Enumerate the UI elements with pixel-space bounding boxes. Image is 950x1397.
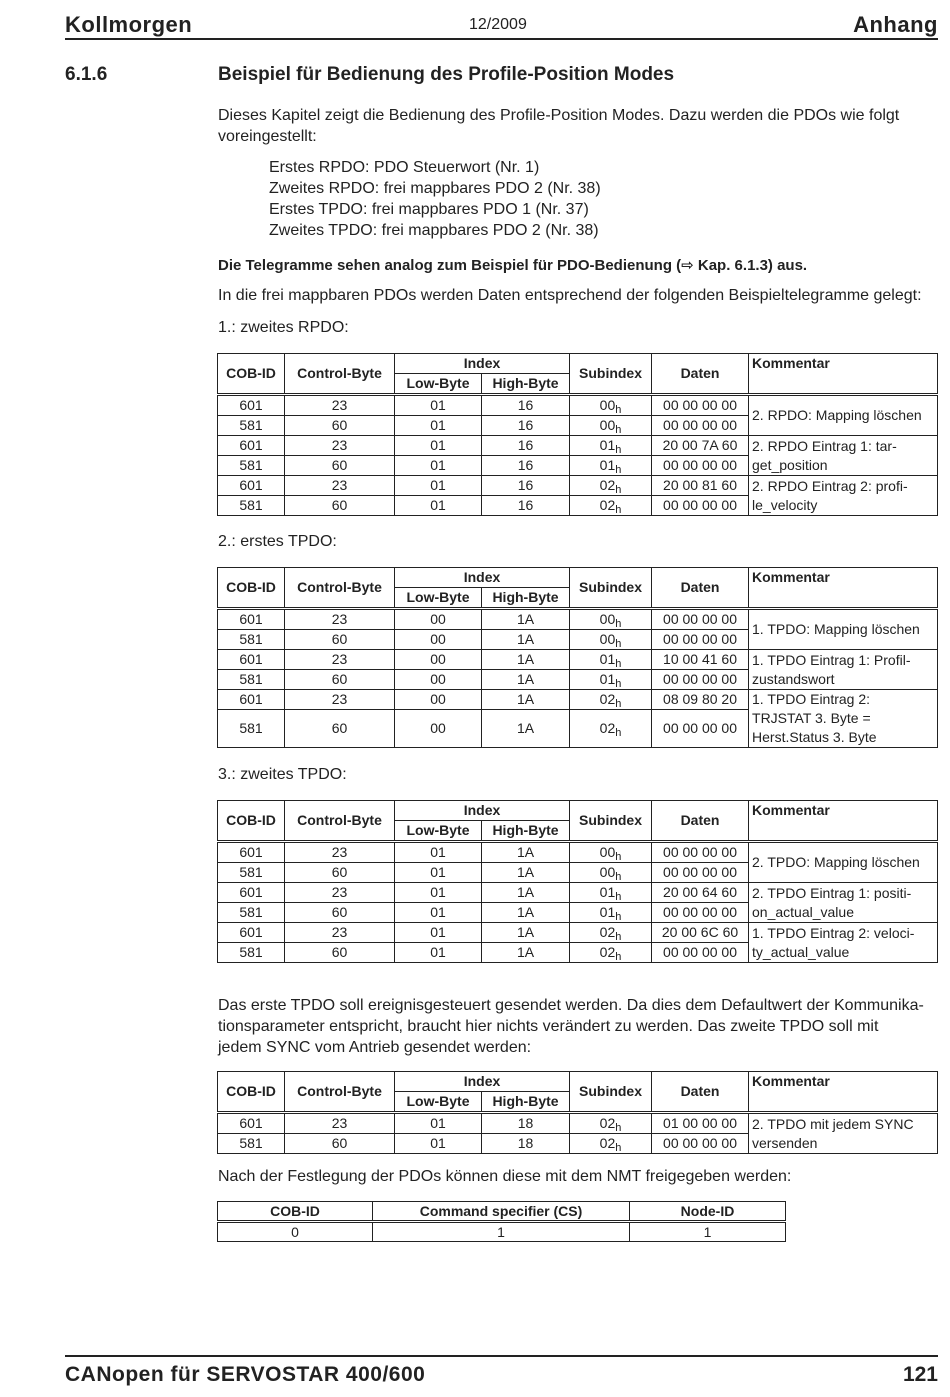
cell-high-byte: 1A [482, 710, 570, 748]
header-index: Index [395, 801, 570, 821]
hex-suffix: h [615, 424, 622, 436]
comment-line: 2. RPDO Eintrag 2: profi- [752, 477, 908, 494]
cell-control-byte: 60 [285, 670, 395, 690]
cell-cob-id: 601 [218, 436, 285, 456]
pdo-list-item: Zweites TPDO: frei mappbares PDO 2 (Nr. 38) [269, 222, 599, 239]
header-index: Index [395, 354, 570, 374]
table3-label: 3.: zweites TPDO: [218, 766, 347, 783]
cell-control-byte: 60 [285, 903, 395, 923]
header-date: 12/2009 [469, 16, 527, 33]
cell-low-byte: 00 [395, 650, 482, 670]
hex-suffix: h [615, 871, 622, 883]
header-control-byte: Control-Byte [285, 568, 395, 609]
nmt-data-row [218, 1222, 786, 1242]
cell-cob-id: 581 [218, 416, 285, 436]
para2-line-1: Das erste TPDO soll ereignisgesteuert gesendet werden. Da dies dem Defaultwert der Kommunika- [218, 997, 924, 1014]
cell-low-byte: 01 [395, 923, 482, 943]
subindex-value: 00 [599, 417, 616, 433]
header-low-byte: Low-Byte [395, 821, 482, 842]
header-row-1 [218, 568, 938, 588]
comment-line: 2. TPDO Eintrag 1: positi- [752, 884, 912, 901]
cell-subindex [570, 650, 652, 670]
header-kommentar: Kommentar [749, 1072, 938, 1113]
cell-low-byte: 00 [395, 690, 482, 710]
cell-control-byte: 60 [285, 416, 395, 436]
header-subindex: Subindex [570, 568, 652, 609]
subindex-value: 00 [599, 397, 616, 413]
bold-note: Die Telegramme sehen analog zum Beispiel für PDO-Bedienung (⇨ Kap. 6.1.3) aus. [218, 257, 808, 274]
cell-subindex [570, 690, 652, 710]
cell-kommentar [749, 690, 938, 748]
comment-line: 1. TPDO Eintrag 1: Profil- [752, 651, 911, 668]
telegram-table-tpdo1 [217, 567, 938, 748]
cell-cob-id: 601 [218, 609, 285, 630]
table2-label: 2.: erstes TPDO: [218, 533, 337, 550]
cell-subindex [570, 710, 652, 748]
cell-daten: 00 00 00 00 [652, 863, 749, 883]
cell-high-byte: 1A [482, 863, 570, 883]
header-row-1 [218, 801, 938, 821]
header-row-1 [218, 1072, 938, 1092]
cell-cob-id: 581 [218, 943, 285, 963]
cell-daten: 00 00 00 00 [652, 630, 749, 650]
subindex-value: 02 [599, 924, 616, 940]
subindex-value: 00 [599, 844, 616, 860]
cell-daten: 00 00 00 00 [652, 609, 749, 630]
cell-high-byte: 18 [482, 1134, 570, 1154]
subindex-value: 01 [599, 884, 616, 900]
cell-daten: 00 00 00 00 [652, 416, 749, 436]
cell-low-byte: 01 [395, 943, 482, 963]
cell-control-byte: 23 [285, 842, 395, 863]
cell-high-byte: 1A [482, 670, 570, 690]
header-brand: Kollmorgen [65, 12, 193, 37]
cell-low-byte: 00 [395, 670, 482, 690]
header-row-1 [218, 354, 938, 374]
page-header [65, 8, 938, 40]
pdo-list-item: Erstes TPDO: frei mappbares PDO 1 (Nr. 37) [269, 201, 589, 218]
cell-high-byte: 16 [482, 436, 570, 456]
cell-high-byte: 16 [482, 456, 570, 476]
cell-low-byte: 01 [395, 395, 482, 416]
cell-subindex [570, 943, 652, 963]
cell-cob-id: 601 [218, 842, 285, 863]
header-index: Index [395, 1072, 570, 1092]
cell-low-byte: 01 [395, 1134, 482, 1154]
cell-cob-id: 601 [218, 923, 285, 943]
cell-daten: 00 00 00 00 [652, 395, 749, 416]
cell-cob-id: 581 [218, 863, 285, 883]
cell-cob-id: 581 [218, 1134, 285, 1154]
subindex-value: 01 [599, 437, 616, 453]
table-row [218, 1113, 938, 1134]
hex-suffix: h [615, 678, 622, 690]
comment-line: 1. TPDO Eintrag 2: [752, 691, 871, 707]
telegram-table-sync [217, 1071, 938, 1154]
cell-daten: 00 00 00 00 [652, 943, 749, 963]
nmt-cell: 1 [373, 1222, 630, 1242]
header-low-byte: Low-Byte [395, 588, 482, 609]
intro-line-2: voreingestellt: [218, 128, 317, 145]
comment-line: 2. RPDO Eintrag 1: tar- [752, 437, 897, 454]
cell-high-byte: 1A [482, 903, 570, 923]
hex-suffix: h [615, 1122, 622, 1134]
header-kommentar: Kommentar [749, 568, 938, 609]
cell-control-byte: 23 [285, 650, 395, 670]
table-row [218, 436, 938, 456]
header-index: Index [395, 568, 570, 588]
nmt-header-cob-id: COB-ID [218, 1202, 373, 1222]
cell-subindex [570, 496, 652, 516]
cell-subindex [570, 395, 652, 416]
subindex-value: 02 [599, 1115, 616, 1131]
header-cob-id: COB-ID [218, 568, 285, 609]
cell-low-byte: 01 [395, 456, 482, 476]
section-title: Beispiel für Bedienung des Profile-Position Modes [218, 64, 675, 85]
cell-control-byte: 23 [285, 690, 395, 710]
comment-line: TRJSTAT 3. Byte = [752, 710, 871, 726]
cell-subindex [570, 903, 652, 923]
cell-high-byte: 1A [482, 609, 570, 630]
header-low-byte: Low-Byte [395, 1092, 482, 1113]
header-control-byte: Control-Byte [285, 354, 395, 395]
table-row [218, 842, 938, 863]
hex-suffix: h [615, 618, 622, 630]
cell-control-byte: 60 [285, 630, 395, 650]
intro-line-1: Dieses Kapitel zeigt die Bedienung des Profile-Position Modes. Dazu werden die PDOs wie folgt [218, 107, 900, 124]
hex-suffix: h [615, 484, 622, 496]
hex-suffix: h [615, 891, 622, 903]
cell-control-byte: 23 [285, 883, 395, 903]
cell-kommentar [749, 436, 938, 476]
cell-high-byte: 16 [482, 496, 570, 516]
cell-high-byte: 1A [482, 943, 570, 963]
table-row [218, 883, 938, 903]
subindex-value: 02 [599, 691, 616, 708]
table-row [218, 690, 938, 710]
header-daten: Daten [652, 354, 749, 395]
para2-line-3: jedem SYNC vom Antrieb gesendet werden: [218, 1039, 532, 1056]
hex-suffix: h [615, 444, 622, 456]
table-row [218, 476, 938, 496]
nmt-note: Nach der Festlegung der PDOs können diese mit dem NMT freigegeben werden: [218, 1168, 792, 1185]
cell-cob-id: 581 [218, 496, 285, 516]
header-cob-id: COB-ID [218, 1072, 285, 1113]
cell-control-byte: 60 [285, 456, 395, 476]
cell-low-byte: 01 [395, 476, 482, 496]
header-daten: Daten [652, 568, 749, 609]
comment-line: ty_actual_value [752, 943, 850, 960]
cell-high-byte: 1A [482, 630, 570, 650]
cell-kommentar [749, 1113, 938, 1154]
table-row [218, 650, 938, 670]
cell-high-byte: 1A [482, 923, 570, 943]
cell-control-byte: 23 [285, 436, 395, 456]
header-subindex: Subindex [570, 801, 652, 842]
header-high-byte: High-Byte [482, 374, 570, 395]
cell-cob-id: 581 [218, 670, 285, 690]
cell-cob-id: 601 [218, 690, 285, 710]
cell-subindex [570, 630, 652, 650]
comment-line: get_position [752, 456, 828, 473]
cell-cob-id: 601 [218, 395, 285, 416]
hex-suffix: h [615, 464, 622, 476]
header-chapter: Anhang [853, 12, 938, 37]
cell-low-byte: 00 [395, 609, 482, 630]
cell-low-byte: 01 [395, 416, 482, 436]
cell-subindex [570, 456, 652, 476]
header-cob-id: COB-ID [218, 354, 285, 395]
cell-control-byte: 23 [285, 609, 395, 630]
hex-suffix: h [615, 638, 622, 650]
header-kommentar: Kommentar [749, 801, 938, 842]
cell-kommentar [749, 883, 938, 923]
cell-control-byte: 23 [285, 923, 395, 943]
subindex-value: 00 [599, 611, 616, 627]
cell-daten: 10 00 41 60 [652, 650, 749, 670]
cell-cob-id: 601 [218, 650, 285, 670]
pdo-list-item: Zweites RPDO: frei mappbares PDO 2 (Nr. 38) [269, 180, 601, 197]
cell-daten: 00 00 00 00 [652, 1134, 749, 1154]
header-high-byte: High-Byte [482, 1092, 570, 1113]
pdo-list-item: Erstes RPDO: PDO Steuerwort (Nr. 1) [269, 159, 540, 176]
cell-low-byte: 01 [395, 863, 482, 883]
comment-line: Herst.Status 3. Byte [752, 729, 877, 745]
cell-subindex [570, 1134, 652, 1154]
cell-subindex [570, 883, 652, 903]
hex-suffix: h [615, 404, 622, 416]
table-row [218, 923, 938, 943]
cell-high-byte: 18 [482, 1113, 570, 1134]
cell-low-byte: 01 [395, 842, 482, 863]
cell-subindex [570, 609, 652, 630]
header-high-byte: High-Byte [482, 821, 570, 842]
cell-cob-id: 601 [218, 476, 285, 496]
header-daten: Daten [652, 1072, 749, 1113]
subindex-value: 00 [599, 864, 616, 880]
page-number: 121 [902, 1363, 938, 1386]
cell-low-byte: 01 [395, 903, 482, 923]
cell-subindex [570, 842, 652, 863]
cell-kommentar [749, 395, 938, 436]
cell-cob-id: 581 [218, 903, 285, 923]
header-high-byte: High-Byte [482, 588, 570, 609]
cell-low-byte: 00 [395, 710, 482, 748]
cell-daten: 00 00 00 00 [652, 670, 749, 690]
cell-low-byte: 00 [395, 630, 482, 650]
cell-daten: 20 00 6C 60 [652, 923, 749, 943]
cell-daten: 00 00 00 00 [652, 710, 749, 748]
subindex-value: 00 [599, 631, 616, 647]
cell-daten: 08 09 80 20 [652, 690, 749, 710]
cell-high-byte: 16 [482, 476, 570, 496]
comment-line: zustandswort [752, 670, 835, 687]
hex-suffix: h [615, 931, 622, 943]
cell-low-byte: 01 [395, 436, 482, 456]
cell-daten: 20 00 64 60 [652, 883, 749, 903]
cell-high-byte: 16 [482, 395, 570, 416]
cell-daten: 00 00 00 00 [652, 456, 749, 476]
comment-line: le_velocity [752, 496, 818, 513]
page-footer [65, 1355, 938, 1393]
para2-line-2: tionsparameter entspricht, braucht hier nichts verändert zu werden. Das zweite TPDO soll mit [218, 1018, 879, 1035]
header-low-byte: Low-Byte [395, 374, 482, 395]
cell-control-byte: 60 [285, 863, 395, 883]
cell-kommentar [749, 476, 938, 516]
header-daten: Daten [652, 801, 749, 842]
header-subindex: Subindex [570, 354, 652, 395]
cell-low-byte: 01 [395, 496, 482, 516]
hex-suffix: h [615, 727, 622, 740]
comment-line: 2. TPDO: Mapping löschen [752, 854, 920, 870]
cell-low-byte: 01 [395, 1113, 482, 1134]
nmt-header-cs: Command specifier (CS) [373, 1202, 630, 1222]
cell-subindex [570, 670, 652, 690]
telegram-table-rpdo2 [217, 353, 938, 516]
subindex-value: 02 [599, 477, 616, 493]
table1-label: 1.: zweites RPDO: [218, 319, 349, 336]
nmt-table [217, 1201, 786, 1242]
cell-control-byte: 23 [285, 395, 395, 416]
header-control-byte: Control-Byte [285, 1072, 395, 1113]
comment-line: 2. TPDO mit jedem SYNC [752, 1115, 914, 1132]
footer-title: CANopen für SERVOSTAR 400/600 [65, 1363, 426, 1386]
header-subindex: Subindex [570, 1072, 652, 1113]
nmt-cell: 0 [218, 1222, 373, 1242]
hex-suffix: h [615, 658, 622, 670]
header-control-byte: Control-Byte [285, 801, 395, 842]
cell-daten: 00 00 00 00 [652, 903, 749, 923]
cell-high-byte: 1A [482, 883, 570, 903]
telegram-table-tpdo2 [217, 800, 938, 963]
cell-daten: 20 00 7A 60 [652, 436, 749, 456]
cell-low-byte: 01 [395, 883, 482, 903]
cell-control-byte: 60 [285, 710, 395, 748]
cell-cob-id: 581 [218, 710, 285, 748]
cell-daten: 01 00 00 00 [652, 1113, 749, 1134]
hex-suffix: h [615, 698, 622, 710]
cell-cob-id: 581 [218, 630, 285, 650]
subindex-value: 02 [599, 497, 616, 513]
cell-subindex [570, 923, 652, 943]
comment-line: 1. TPDO: Mapping löschen [752, 621, 920, 637]
cell-high-byte: 16 [482, 416, 570, 436]
comment-line: 1. TPDO Eintrag 2: veloci- [752, 924, 915, 941]
cell-subindex [570, 416, 652, 436]
subindex-value: 02 [599, 720, 616, 737]
comment-line: 2. RPDO: Mapping löschen [752, 407, 922, 423]
cell-subindex [570, 476, 652, 496]
subindex-value: 02 [599, 1135, 616, 1151]
free-pdo-note: In die frei mappbaren PDOs werden Daten entsprechend der folgenden Beispieltelegramme gelegt: [218, 287, 922, 304]
cell-control-byte: 23 [285, 1113, 395, 1134]
nmt-header-row [218, 1202, 786, 1222]
cell-cob-id: 601 [218, 883, 285, 903]
hex-suffix: h [615, 504, 622, 516]
cell-kommentar [749, 842, 938, 883]
subindex-value: 01 [599, 671, 616, 687]
comment-line: versenden [752, 1134, 818, 1151]
cell-control-byte: 60 [285, 496, 395, 516]
hex-suffix: h [615, 911, 622, 923]
cell-cob-id: 601 [218, 1113, 285, 1134]
cell-control-byte: 60 [285, 943, 395, 963]
subindex-value: 01 [599, 904, 616, 920]
cell-kommentar [749, 650, 938, 690]
cell-control-byte: 23 [285, 476, 395, 496]
cell-daten: 00 00 00 00 [652, 496, 749, 516]
header-cob-id: COB-ID [218, 801, 285, 842]
cell-subindex [570, 436, 652, 456]
cell-subindex [570, 1113, 652, 1134]
cell-control-byte: 60 [285, 1134, 395, 1154]
cell-cob-id: 581 [218, 456, 285, 476]
cell-high-byte: 1A [482, 650, 570, 670]
cell-subindex [570, 863, 652, 883]
cell-kommentar [749, 923, 938, 963]
comment-line: on_actual_value [752, 903, 854, 920]
header-kommentar: Kommentar [749, 354, 938, 395]
cell-daten: 20 00 81 60 [652, 476, 749, 496]
hex-suffix: h [615, 1142, 622, 1154]
table-row [218, 395, 938, 416]
subindex-value: 01 [599, 457, 616, 473]
cell-high-byte: 1A [482, 842, 570, 863]
cell-high-byte: 1A [482, 690, 570, 710]
section-number: 6.1.6 [65, 64, 108, 85]
hex-suffix: h [615, 951, 622, 963]
table-row [218, 609, 938, 630]
hex-suffix: h [615, 851, 622, 863]
nmt-header-node-id: Node-ID [630, 1202, 786, 1222]
nmt-cell: 1 [630, 1222, 786, 1242]
cell-kommentar [749, 609, 938, 650]
subindex-value: 02 [599, 944, 616, 960]
cell-daten: 00 00 00 00 [652, 842, 749, 863]
subindex-value: 01 [599, 651, 616, 667]
